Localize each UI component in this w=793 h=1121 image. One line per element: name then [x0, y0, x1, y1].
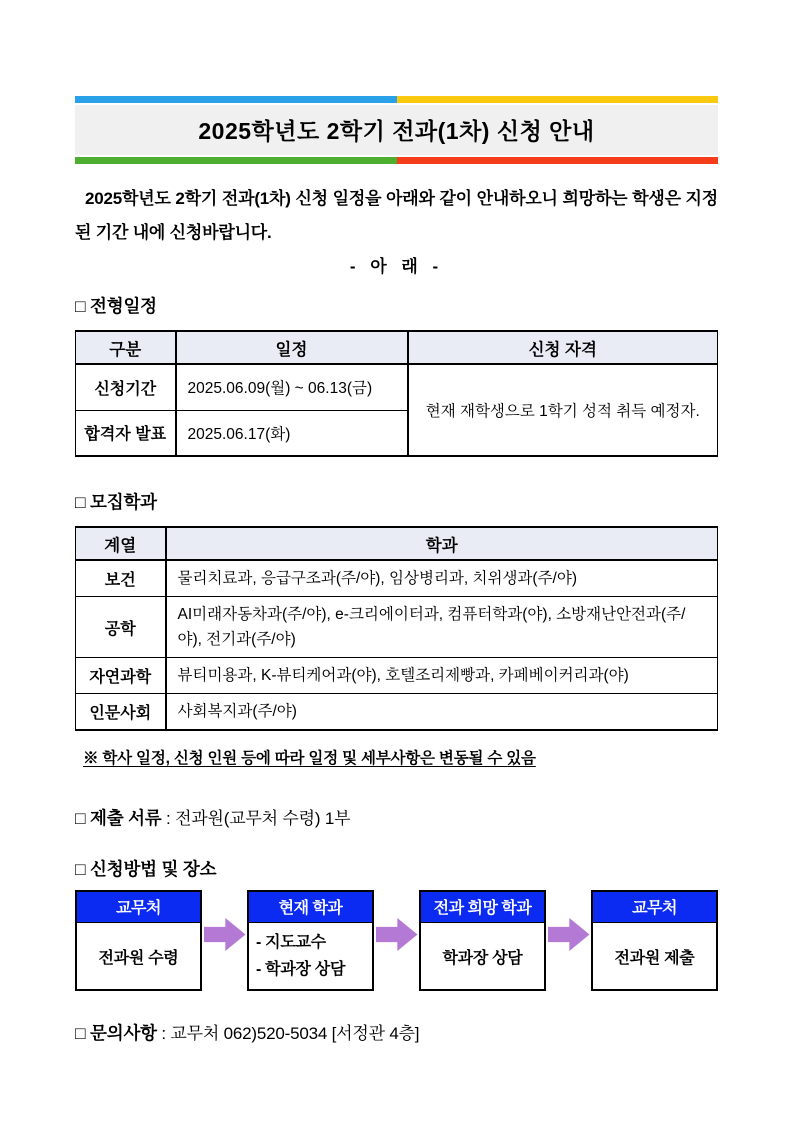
row-value-apply-period: 2025.06.09(월) ~ 06.13(금) — [176, 364, 408, 410]
banner-bottom-bars — [75, 157, 718, 164]
arrow-right-icon — [376, 918, 418, 951]
departments-header-row — [76, 527, 718, 560]
qualification-cell: 현재 재학생으로 1학기 성적 취득 예정자. — [408, 364, 718, 456]
flow-box-current-dept — [247, 890, 374, 991]
arrow-right-icon — [204, 918, 246, 951]
flow-box-line: - 지도교수 — [256, 934, 326, 951]
category-cell-humanities: 인문사회 — [76, 694, 166, 731]
flow-box-header: 전과 희망 학과 — [421, 892, 544, 923]
category-cell-natural-science: 자연과학 — [76, 658, 166, 694]
row-value-announcement: 2025.06.17(화) — [176, 410, 408, 456]
flow-box-body — [421, 923, 544, 989]
schedule-table — [75, 330, 718, 457]
top-bar-blue — [75, 96, 397, 103]
table-row — [76, 597, 718, 658]
departments-table — [75, 526, 718, 731]
bottom-bar-green — [75, 157, 397, 164]
column-header-jagyeok: 신청 자격 — [408, 331, 718, 364]
documents-label: □ 제출 서류 — [75, 808, 162, 828]
bottom-bar-red — [397, 157, 719, 164]
top-bar-yellow — [397, 96, 719, 103]
schedule-heading: □ 전형일정 — [75, 296, 157, 316]
flow-box-header: 교무처 — [593, 892, 716, 923]
change-note: ※ 학사 일정, 신청 인원 등에 따라 일정 및 세부사항은 변동될 수 있음 — [83, 750, 536, 767]
departments-cell-health: 물리치료과, 응급구조과(주/야), 임상병리과, 치위생과(주/야) — [166, 560, 718, 597]
table-row — [76, 364, 718, 410]
flow-box-line: 전과원 수령 — [98, 949, 179, 967]
departments-cell-humanities: 사회복지과(주/야) — [166, 694, 718, 731]
contact-value: : 교무처 062)520-5034 [서정관 4층] — [156, 1024, 420, 1043]
flow-box-body — [593, 923, 716, 989]
column-header-gyeyeol: 계열 — [76, 527, 166, 560]
row-label-apply-period: 신청기간 — [76, 364, 176, 410]
intro-paragraph: 2025학년도 2학기 전과(1차) 신청 일정을 아래와 같이 안내하오니 희망하는 학생은 지정된 기간 내에 신청바랍니다. — [75, 189, 718, 242]
contact-line — [75, 1019, 718, 1045]
below-divider: - 아 래 - — [349, 257, 444, 276]
flow-box-office-receive — [75, 890, 202, 991]
column-header-iljeong: 일정 — [176, 331, 408, 364]
row-label-announcement: 합격자 발표 — [76, 410, 176, 456]
table-row — [76, 658, 718, 694]
method-heading: □ 신청방법 및 장소 — [75, 859, 217, 879]
category-cell-engineering: 공학 — [76, 597, 166, 658]
documents-value: : 전과원(교무처 수령) 1부 — [161, 809, 351, 828]
departments-cell-engineering: AI미래자동차과(주/야), e-크리에이터과, 컴퓨터학과(야), 소방재난안전과(주/야), 전기과(주/야) — [166, 597, 718, 658]
schedule-header-row — [76, 331, 718, 364]
flow-box-office-submit — [591, 890, 718, 991]
departments-heading: □ 모집학과 — [75, 492, 157, 512]
title-banner — [75, 96, 718, 164]
table-row — [76, 560, 718, 597]
flow-box-header: 현재 학과 — [249, 892, 372, 923]
flow-box-line: 학과장 상담 — [442, 949, 523, 967]
arrow-right-icon — [548, 918, 590, 951]
banner-top-bars — [75, 96, 718, 103]
flow-box-header: 교무처 — [77, 892, 200, 923]
category-cell-health: 보건 — [76, 560, 166, 597]
column-header-gubun: 구분 — [76, 331, 176, 364]
application-flow — [75, 890, 718, 991]
contact-label: □ 문의사항 — [75, 1023, 157, 1043]
table-row — [76, 694, 718, 731]
page-title: 2025학년도 2학기 전과(1차) 신청 안내 — [75, 105, 718, 155]
flow-box-line: 전과원 제출 — [614, 949, 695, 967]
column-header-hakgwa: 학과 — [166, 527, 718, 560]
flow-box-body — [77, 923, 200, 989]
departments-cell-natural-science: 뷰티미용과, K-뷰티케어과(야), 호텔조리제빵과, 카페베이커리과(야) — [166, 658, 718, 694]
flow-box-target-dept — [419, 890, 546, 991]
flow-box-body — [249, 923, 372, 989]
flow-box-line: - 학과장 상담 — [256, 961, 346, 978]
documents-line — [75, 804, 718, 830]
